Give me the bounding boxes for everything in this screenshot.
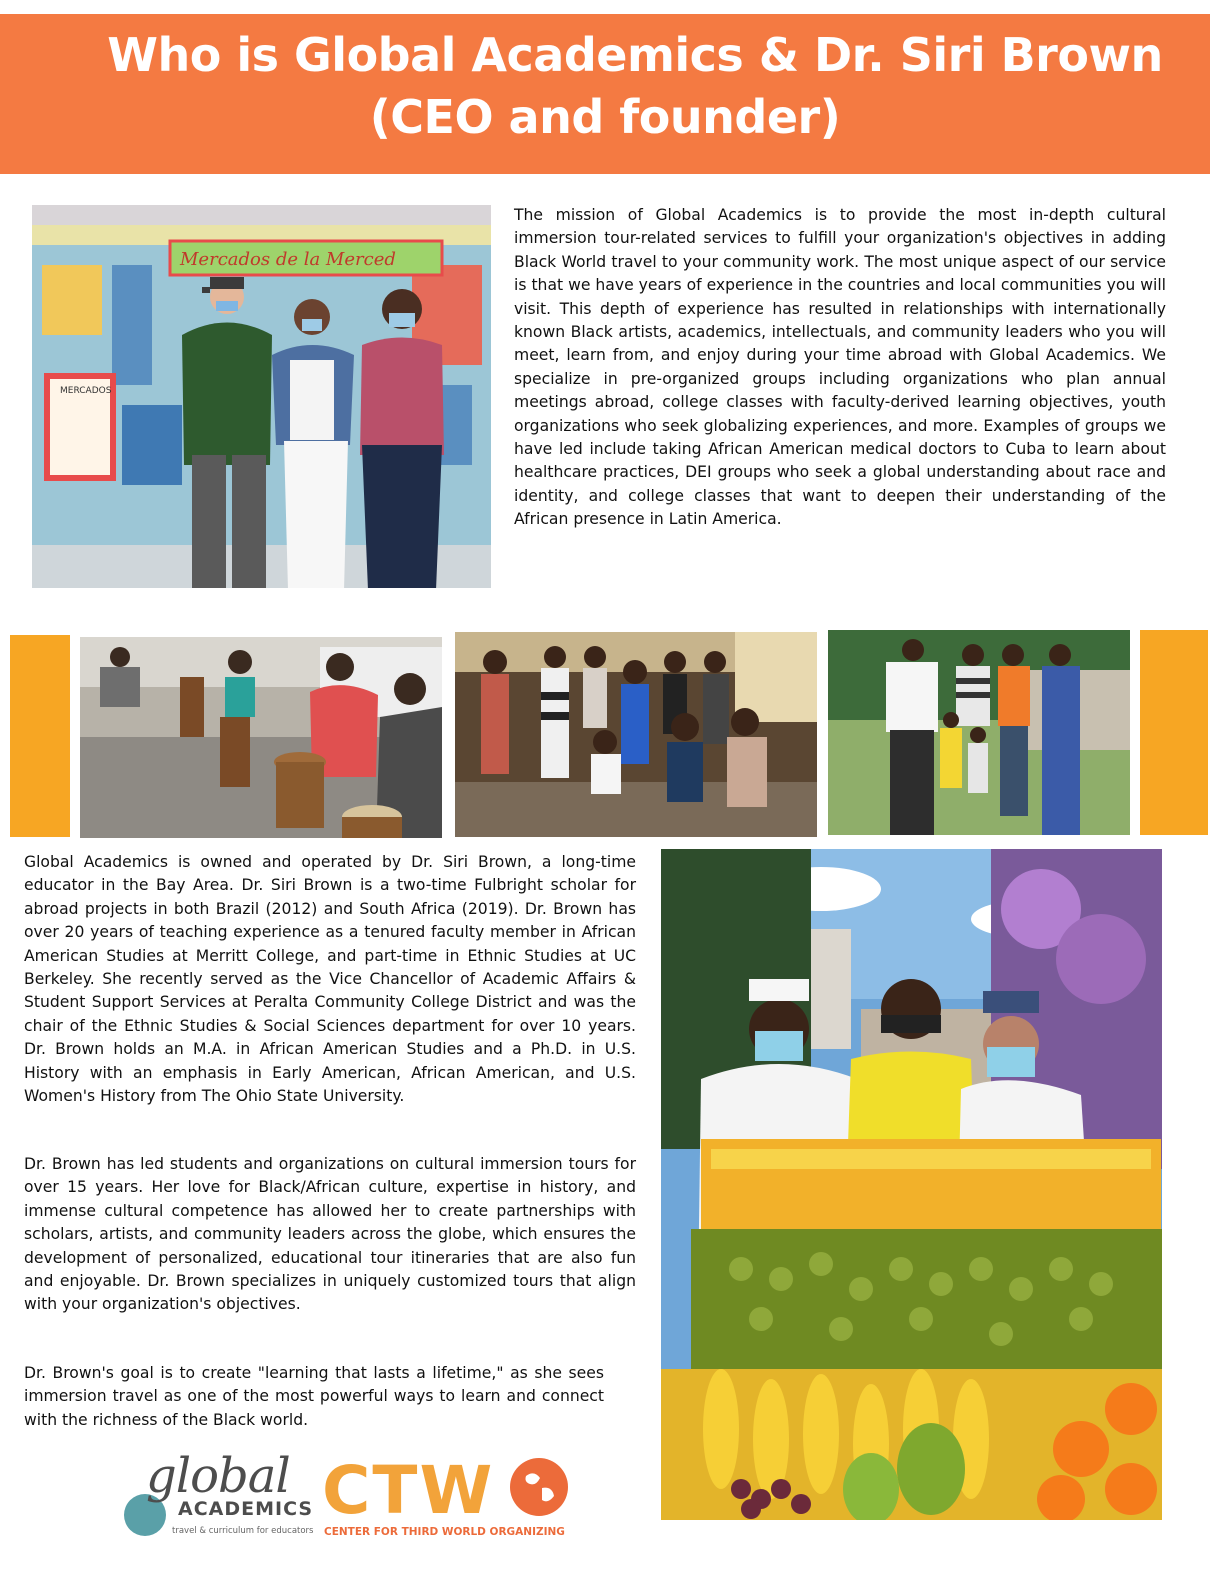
global-academics-logo bbox=[124, 1446, 314, 1546]
family-photo bbox=[828, 630, 1130, 835]
mural-panel-label: MERCADOS bbox=[60, 386, 112, 396]
bio-paragraph-2: Dr. Brown has led students and organizations on cultural immersion tours for over 15 years. Her love for Black/African culture, expertise in history, and immense cultural competence has allowed her to create partnerships with scholars, artists, and community leaders across the globe, which ensures the development of personalized, educational tour itineraries that are also fun and enjoyable. Dr. Brown specializes in uniquely customized tours that align with your organization's objectives. bbox=[24, 1155, 636, 1314]
global-academics-tagline: travel & curriculum for educators bbox=[172, 1526, 314, 1536]
ctwo-logo bbox=[322, 1452, 582, 1544]
bio-paragraph-1: Global Academics is owned and operated by Dr. Siri Brown, a long-time educator in the Bay Area. Dr. Siri Brown is a two-time Fulbright scholar for abroad projects in both Brazil (2012) and South Africa (2019). Dr. Brown has over 20 years of teaching experience as a tenured faculty member in African American Studies at Merritt College, and part-time in Ethnic Studies at UC Berkeley. She recently served as the Vice Chancellor of Academic Affairs & Student Support Services at Peralta Community College District and was the chair of the Ethnic Studies & Social Sciences department for over 10 years. Dr. Brown holds an M.A. in African American Studies and a Ph.D. in U.S. History with an emphasis in Early American, African American, and U.S. Women's History from The Ohio State University. bbox=[24, 853, 636, 1106]
drummers-photo bbox=[80, 637, 442, 838]
globe-o-icon bbox=[510, 1458, 568, 1516]
fruit-vendor-photo bbox=[661, 849, 1162, 1520]
right-accent-bar bbox=[1140, 630, 1208, 835]
header-banner bbox=[0, 14, 1210, 174]
bio-paragraph-3: Dr. Brown's goal is to create "learning that lasts a lifetime," as she sees immersion travel as one of the most powerful ways to learn and connect with the richness of the Black world. bbox=[24, 1364, 604, 1429]
global-academics-script: global bbox=[146, 1448, 290, 1504]
left-accent-bar bbox=[10, 635, 70, 837]
ctwo-wordmark: CTW bbox=[322, 1452, 495, 1529]
group-photo bbox=[455, 632, 817, 837]
page-title-line1: Who is Global Academics & Dr. Siri Brown bbox=[107, 28, 1163, 82]
mural-sign-text: Mercados de la Merced bbox=[180, 249, 396, 270]
mural-group-photo bbox=[32, 205, 491, 588]
ctwo-subtitle: CENTER FOR THIRD WORLD ORGANIZING bbox=[324, 1526, 565, 1538]
page-title-line2: (CEO and founder) bbox=[369, 90, 841, 144]
mission-paragraph: The mission of Global Academics is to provide the most in-depth cultural immersion tour-related services to fulfill your organization's objectives in adding Black World travel to your community work. The most unique aspect of our service is that we have years of experience in the countries and local communities you will visit. This depth of experience has resulted in relationships with internationally known Black artists, academics, intellectuals, and community leaders who you will meet, learn from, and enjoy during your time abroad with Global Academics. We specialize in pre-organized groups including organizations who plan annual meetings abroad, college classes with faculty-derived learning objectives, youth organizations who seek globalizing experiences, and more. Examples of groups we have led include taking African American medical doctors to Cuba to learn about healthcare practices, DEI groups who seek a global understanding about race and identity, and college classes that want to deepen their understanding of the African presence in Latin America. bbox=[514, 206, 1166, 529]
global-academics-wordmark: ACADEMICS bbox=[178, 1498, 314, 1520]
